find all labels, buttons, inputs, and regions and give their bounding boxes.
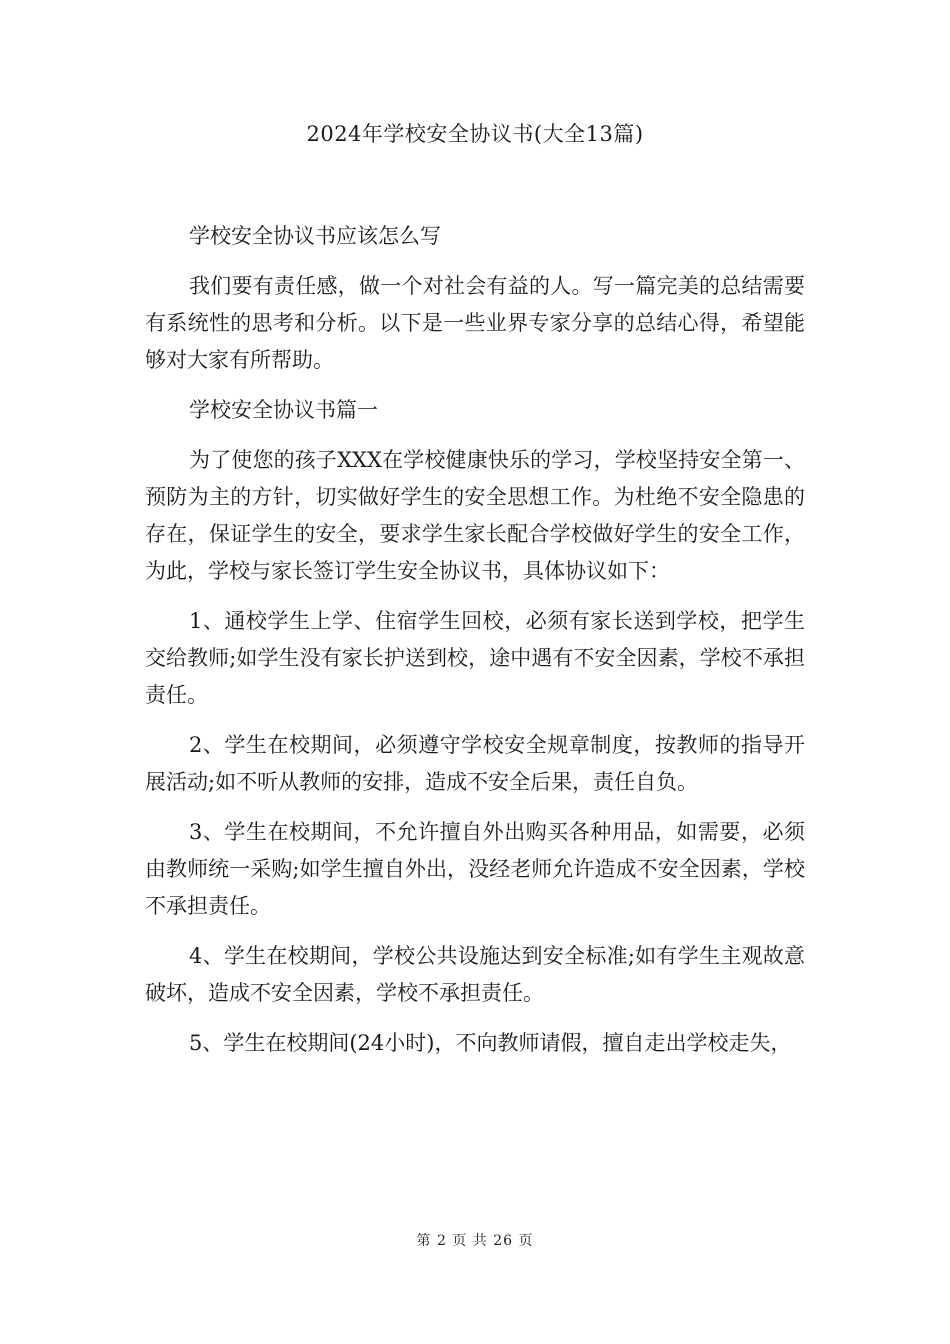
- document-body: [145, 218, 805, 1075]
- paragraph-clause-5: 5、学生在校期间(24小时)，不向教师请假，擅自走出学校走失，: [189, 1031, 792, 1055]
- paragraph-clause-2: 2、学生在校期间，必须遵守学校安全规章制度，按教师的指导开展活动;如不听从教师的安排，造成不安全后果，责任自负。: [145, 733, 805, 794]
- paragraph-intro: 我们要有责任感，做一个对社会有益的人。写一篇完美的总结需要有系统性的思考和分析。以下是一些业界专家分享的总结心得，希望能够对大家有所帮助。: [145, 274, 805, 372]
- paragraph-heading: 学校安全协议书应该怎么写: [189, 224, 441, 248]
- document-title: 2024年学校安全协议书(大全13篇): [306, 122, 644, 146]
- paragraph-clause-1: 1、通校学生上学、住宿学生回校，必须有家长送到学校，把学生交给教师;如学生没有家长护送到校，途中遇有不安全因素，学校不承担责任。: [145, 609, 805, 707]
- paragraph-preamble: 为了使您的孩子XXX在学校健康快乐的学习，学校坚持安全第一、预防为主的方针，切实做好学生的安全思想工作。为杜绝不安全隐患的存在，保证学生的安全，要求学生家长配合学校做好学生的安全工作，为此，学校与家长签订学生安全协议书，具体协议如下：: [145, 448, 805, 583]
- paragraph-clause-3: 3、学生在校期间，不允许擅自外出购买各种用品，如需要，必须由教师统一采购;如学生擅自外出，没经老师允许造成不安全因素，学校不承担责任。: [145, 820, 805, 918]
- page-footer: 第 2 页 共 26 页: [416, 1233, 534, 1249]
- paragraph-clause-4: 4、学生在校期间，学校公共设施达到安全标准;如有学生主观故意破坏，造成不安全因素，学校不承担责任。: [145, 944, 805, 1005]
- paragraph-section-title: 学校安全协议书篇一: [189, 398, 378, 422]
